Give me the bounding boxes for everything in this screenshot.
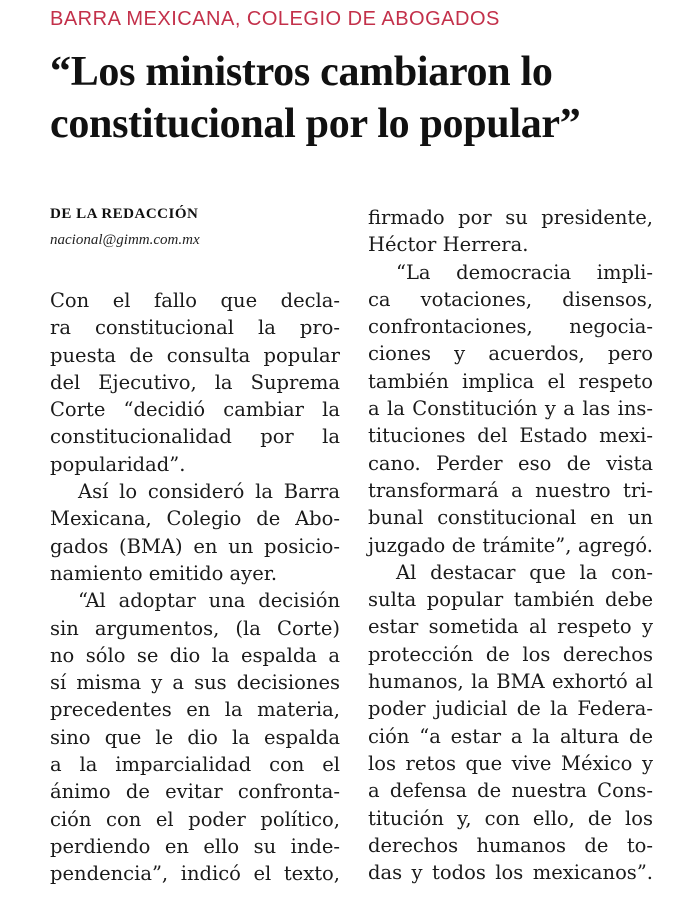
body-line: a la Constitución y a las ins- xyxy=(368,397,653,421)
body-line: juzgado de trámite”, agregó. xyxy=(368,533,653,557)
body-line: humanos, la BMA exhortó al xyxy=(368,670,653,694)
body-line: ciones y acuerdos, pero xyxy=(368,342,653,366)
body-line: confrontaciones, negocia- xyxy=(368,315,653,339)
body-line: los retos que vive México y xyxy=(368,751,653,775)
body-line: bunal constitucional en un xyxy=(368,506,653,530)
body-line: namiento emitido ayer. xyxy=(50,561,278,585)
article-column-right xyxy=(368,204,653,886)
body-line: tituciones del Estado mexi- xyxy=(368,424,653,448)
body-line: Héctor Herrera. xyxy=(368,233,529,257)
body-line: sí misma y a sus decisiones xyxy=(50,671,340,695)
byline-author: DE LA REDACCIÓN xyxy=(50,206,199,222)
body-line: a defensa de nuestra Cons- xyxy=(368,779,653,803)
body-line: Al destacar que la con- xyxy=(396,560,653,584)
body-line: transformará a nuestro tri- xyxy=(368,478,653,502)
body-line: Mexicana, Colegio de Abo- xyxy=(50,507,340,531)
body-line: pendencia”, indicó el texto, xyxy=(50,862,340,886)
body-line: firmado por su presidente, xyxy=(368,206,653,229)
body-line: cano. Perder eso de vista xyxy=(368,451,653,475)
article-column-left xyxy=(50,287,340,888)
body-line: ánimo de evitar confronta- xyxy=(50,780,340,804)
body-line: ción con el poder político, xyxy=(50,807,340,831)
body-line: sulta popular también debe xyxy=(368,588,653,612)
body-line: ca votaciones, disensos, xyxy=(368,287,653,311)
body-line: perdiendo en ello su inde- xyxy=(50,834,340,858)
body-line: no sólo se dio la espalda a xyxy=(50,643,340,667)
body-line: sino que le dio la espalda xyxy=(50,725,340,749)
body-line: estar sometida al respeto y xyxy=(368,615,653,639)
body-line: poder judicial de la Federa- xyxy=(368,697,653,721)
body-line: del Ejecutivo, la Suprema xyxy=(50,370,340,394)
body-line: constitucionalidad por la xyxy=(50,425,340,449)
body-line: sin argumentos, (la Corte) xyxy=(50,616,340,640)
body-line: Con el fallo que decla- xyxy=(50,289,340,312)
body-line: puesta de consulta popular xyxy=(50,343,340,367)
headline-line-1: “Los ministros cambiaron lo xyxy=(50,49,553,95)
body-line: ción “a estar a la altura de xyxy=(368,724,653,748)
body-line: Corte “decidió cambiar la xyxy=(50,398,340,422)
body-line: derechos humanos de to- xyxy=(368,833,653,857)
body-line: gados (BMA) en un posicio- xyxy=(50,534,340,558)
body-line: Así lo consideró la Barra xyxy=(78,480,340,504)
byline-email: nacional@gimm.com.mx xyxy=(50,232,200,248)
body-line: protección de los derechos xyxy=(368,642,653,666)
body-line: a la imparcialidad con el xyxy=(50,753,340,777)
section-kicker: BARRA MEXICANA, COLEGIO DE ABOGADOS xyxy=(50,8,500,30)
body-line: “La democracia impli- xyxy=(396,260,653,284)
body-line: popularidad”. xyxy=(50,452,186,476)
body-line: ra constitucional la pro- xyxy=(50,316,340,340)
headline xyxy=(50,46,670,150)
body-line: das y todos los mexicanos”. xyxy=(368,861,653,885)
body-line: “Al adoptar una decisión xyxy=(78,589,340,613)
body-line: titución y, con ello, de los xyxy=(368,806,653,830)
body-line: también implica el respeto xyxy=(368,369,653,393)
body-line: precedentes en la materia, xyxy=(50,698,340,722)
headline-line-2: constitucional por lo popular” xyxy=(50,101,581,147)
